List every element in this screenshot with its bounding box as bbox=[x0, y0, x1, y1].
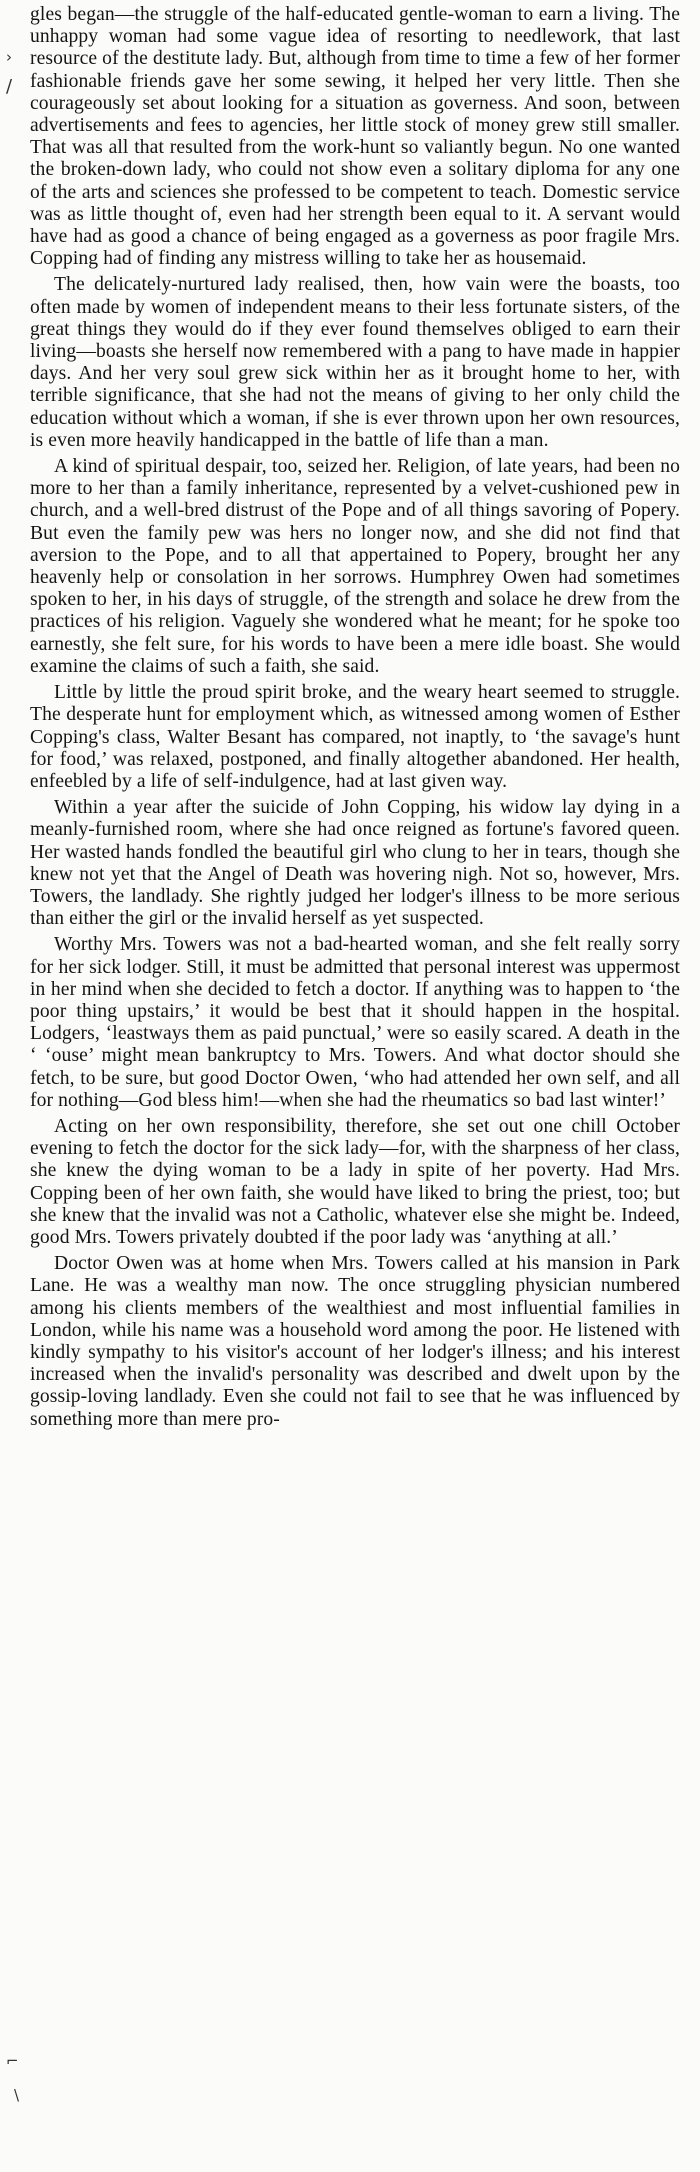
margin-mark-slash: / bbox=[6, 76, 13, 97]
paragraph-6: Worthy Mrs. Towers was not a bad-hearted woman, and she felt really sorry for her sick lodger. Still, it must be admitted that personal interest was uppermost in her mind when she decided to fetch a doctor. If anything was to happen to ‘the poor thing upstairs,’ it would be best that it should happen in the hospital. Lodgers, ‘leastways them as paid punctual,’ were so easily scared. A death in the ‘ ‘ouse’ might mean bankruptcy to Mrs. Towers. And what doctor should she fetch, to be sure, but good Doctor Owen, ‘who had attended her own self, and all for nothing—God bless him!—when she had the rheumatics so bad last winter!’ bbox=[30, 934, 680, 1111]
paragraph-4: Little by little the proud spirit broke, and the weary heart seemed to struggle. The desperate hunt for employment which, as witnessed among women of Esther Copping's class, Walter Besant has compared, not inaptly, to ‘the savage's hunt for food,’ was relaxed, postponed, and finally altogether abandoned. Her health, enfeebled by a life of self-indulgence, had at last given way. bbox=[30, 682, 680, 792]
margin-mark-bottom: ⌐ bbox=[6, 2052, 19, 2070]
paragraph-5: Within a year after the suicide of John Copping, his widow lay dying in a meanly-furnished room, where she had once reigned as fortune's favored queen. Her wasted hands fondled the beautiful girl who clung to her in tears, though she knew not yet that the Angel of Death was hovering nigh. Not so, however, Mrs. Towers, the landlady. She rightly judged her lodger's illness to be more serious than either the girl or the invalid herself as yet suspected. bbox=[30, 797, 680, 930]
paragraph-7: Acting on her own responsibility, therefore, she set out one chill October evening to fetch the doctor for the sick lady—for, with the sharpness of her class, she knew the dying woman to be a lady in spite of her poverty. Had Mrs. Copping been of her own faith, she would have liked to bring the priest, too; but she knew that the invalid was not a Catholic, whatever else she might be. Indeed, good Mrs. Towers privately doubted if the poor lady was ‘anything at all.’ bbox=[30, 1115, 680, 1248]
paragraph-3: A kind of spiritual despair, too, seized her. Religion, of late years, had been no more to her than a family inheritance, represented by a velvet-cushioned pew in church, and a well-bred distrust of the Pope and of all things savoring of Popery. But even the family pew was hers no longer now, and she did not find that aversion to the Pope, and to all that appertained to Popery, brought her any heavenly help or consolation in her sorrows. Humphrey Owen had sometimes spoken to her, in his days of struggle, of the strength and solace he drew from the practices of his religion. Vaguely she wondered what he meant; for he spoke too earnestly, she felt sure, for his words to have been a mere idle boast. She would examine the claims of such a faith, she said. bbox=[30, 456, 680, 677]
paragraph-2: The delicately-nurtured lady realised, then, how vain were the boasts, too often made by women of independent means to their less fortunate sisters, of the great things they would do if they ever found themselves obliged to earn their living—boasts she herself now remembered with a pang to have made in happier days. And her very soul grew sick within her as it brought home to her, with terrible significance, that she had not the means of giving to her only child the education without which a woman, if she is ever thrown upon her own resources, is even more heavily handicapped in the battle of life than a man. bbox=[30, 274, 680, 451]
article-column bbox=[30, 4, 680, 1435]
paragraph-8: Doctor Owen was at home when Mrs. Towers called at his mansion in Park Lane. He was a wealthy man now. The once struggling physician numbered among his clients members of the wealthiest and most influential families in London, while his name was a household word among the poor. He listened with kindly sympathy to his visitor's account of her lodger's illness; and his interest increased when the invalid's personality was described and dwelt upon by the gossip-loving landlady. Even she could not fail to see that he was influenced by something more than mere pro- bbox=[30, 1253, 680, 1430]
margin-mark-backslash: \ bbox=[14, 2086, 20, 2104]
paragraph-1: gles began—the struggle of the half-educated gentle-woman to earn a living. The unhappy woman had some vague idea of resorting to needlework, that last resource of the destitute lady. But, although from time to time a few of her former fashionable friends gave her some sewing, it helped her very little. Then she courageously set about looking for a situation as governess. And soon, between advertisements and fees to agencies, her little stock of money grew still smaller. That was all that resulted from the work-hunt so valiantly begun. No one wanted the broken-down lady, who could not show even a solitary diploma for any one of the arts and sciences she professed to be competent to teach. Domestic service was as little thought of, even had her strength been equal to it. A servant would have had as good a chance of being engaged as a governess as poor fragile Mrs. Copping had of finding any mistress willing to take her as housemaid. bbox=[30, 4, 680, 270]
margin-mark-top: › bbox=[6, 48, 12, 66]
